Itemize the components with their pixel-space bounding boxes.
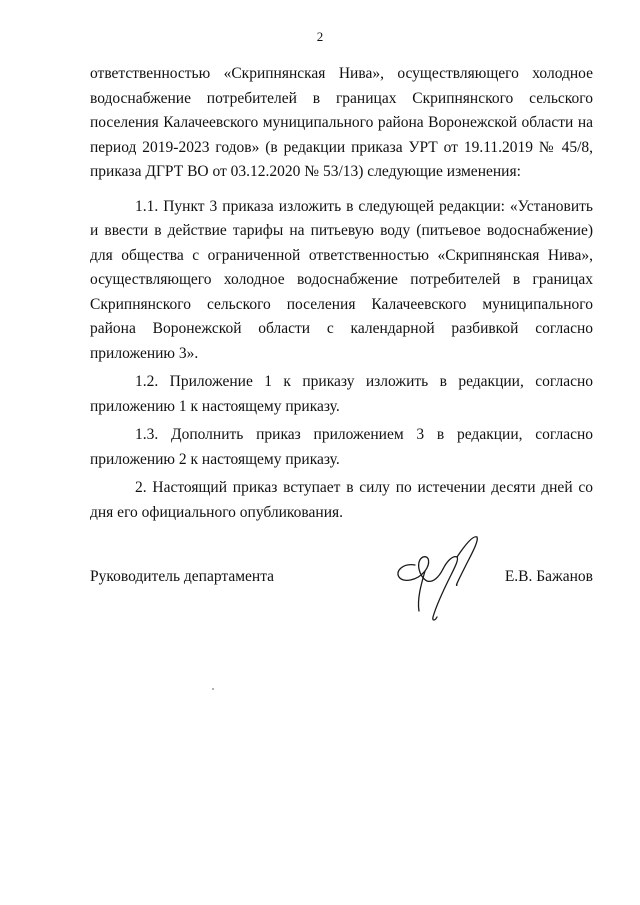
paragraph-item-1-3: 1.3. Дополнить приказ приложением 3 в редакции, согласно приложению 2 к настоящему приказу. bbox=[90, 426, 593, 468]
paragraph-continuation: ответственностью «Скрипнянская Нива», осуществляющего холодное водоснабжение потребителей в границах Скрипнянского сельского поселения Калачеевского муниципального района Воронежской области на период 2019-2023 годов» (в редакции приказа УРТ от 19.11.2019 № 45/8, приказа ДГРТ ВО от 03.12.2020 № 53/13) следующие изменения: bbox=[90, 65, 593, 180]
paragraph-item-2: 2. Настоящий приказ вступает в силу по истечении десяти дней со дня его официального опубликования. bbox=[90, 479, 593, 521]
scan-speck bbox=[212, 688, 214, 690]
document-body bbox=[90, 62, 593, 529]
paragraph-item-1-1: 1.1. Пункт 3 приказа изложить в следующей редакции: «Установить и ввести в действие тарифы на питьевую воду (питьевое водоснабжение) для общества с ограниченной ответственностью «Скрипнянская Нива», осуществляющего холодное водоснабжение потребителей в границах Скрипнянского сельского поселения Калачеевского муниципального района Воронежской области с календарной разбивкой согласно приложению 3». bbox=[90, 197, 593, 362]
signer-name: Е.В. Бажанов bbox=[504, 568, 593, 585]
paragraph-item-1-2: 1.2. Приложение 1 к приказу изложить в редакции, согласно приложению 1 к настоящему приказу. bbox=[90, 373, 593, 415]
signer-title: Руководитель департамента bbox=[90, 568, 275, 585]
handwritten-signature-icon bbox=[385, 525, 495, 630]
page-number: 2 bbox=[316, 29, 324, 44]
